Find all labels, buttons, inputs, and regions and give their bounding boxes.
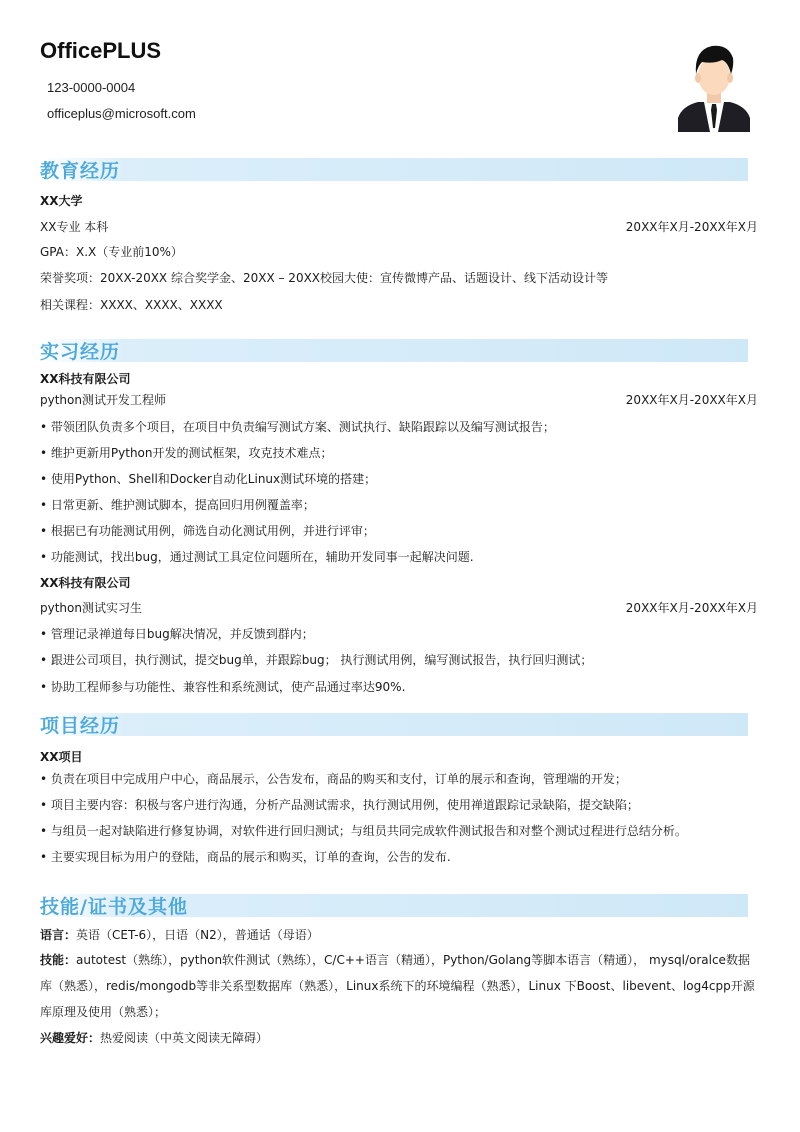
project-bullet: • 与组员一起对缺陷进行修复协调，对软件进行回归测试；与组员共同完成软件测试报告和对整个测试过程进行总结分析。 (40, 823, 687, 839)
job-bullet: • 协助工程师参与功能性、兼容性和系统测试，使产品通过率达90%. (40, 679, 405, 695)
language-label: 语言： (40, 928, 77, 942)
skills-title: 技能/证书及其他 (40, 896, 188, 918)
skills-section-header (40, 894, 748, 917)
project-bullet: • 项目主要内容：积极与客户进行沟通，分析产品测试需求，执行测试用例，使用禅道跟踪记录缺陷，提交缺陷； (40, 797, 639, 813)
job-bullet: • 使用Python、Shell和Docker自动化Linux测试环境的搭建； (40, 471, 376, 487)
candidate-name: OfficePLUS (40, 38, 162, 63)
project-bullet: • 负责在项目中完成用户中心，商品展示，公告发布，商品的购买和支付，订单的展示和查询，管理端的开发； (40, 771, 627, 787)
language-row (40, 927, 319, 943)
job-role: python测试开发工程师 (40, 393, 166, 407)
hobby-row (40, 1030, 268, 1046)
internship-title: 实习经历 (40, 341, 121, 363)
job-company: XX科技有限公司 (40, 372, 131, 386)
major-degree: XX专业 本科 (40, 220, 109, 234)
gpa: GPA：X.X（专业前10%） (40, 245, 183, 259)
job-bullet: • 日常更新、维护测试脚本，提高回归用例覆盖率； (40, 497, 315, 513)
job-bullet: • 跟进公司项目，执行测试，提交bug单，并跟踪bug； 执行测试用例，编写测试报告，执行回归测试； (40, 652, 592, 668)
courses: 相关课程：XXXX、XXXX、XXXX (40, 298, 223, 312)
education-title: 教育经历 (40, 160, 121, 182)
education-section-header (40, 158, 748, 181)
project-bullet: • 主要实现目标为用户的登陆，商品的展示和购买，订单的查询，公告的发布. (40, 849, 451, 865)
job-role: python测试实习生 (40, 601, 142, 615)
tech-label: 技能： (40, 953, 77, 967)
tech-value: autotest（熟练），python软件测试（熟练），C/C++语言（精通），Python/Golang等脚本语言（精通）， mysql/oralce数据库（熟悉），redis/mongodb等非关系型数据库（熟悉），Linux系统下的环境编程（熟悉），Linux 下Boost、libevent、log4cpp开源库原理及使用（熟悉）； (40, 953, 755, 1019)
job-date: 20XX年X月-20XX年X月 (625, 601, 758, 615)
job-bullet: • 管理记录禅道每日bug解决情况，并反馈到群内； (40, 626, 314, 642)
internship-section-header (40, 339, 748, 362)
project-section-header (40, 713, 748, 736)
job-bullet: • 根据已有功能测试用例，筛选自动化测试用例，并进行评审； (40, 523, 375, 539)
phone-number: 123-0000-0004 (47, 80, 136, 95)
hobby-label: 兴趣爱好： (40, 1031, 101, 1045)
honors: 荣誉奖项：20XX-20XX 综合奖学金、20XX – 20XX校园大使：宣传微博产品、话题设计、线下活动设计等 (40, 271, 609, 285)
avatar-icon (678, 40, 750, 132)
education-date: 20XX年X月-20XX年X月 (625, 220, 758, 234)
hobby-value: 热爱阅读（中英文阅读无障碍） (100, 1031, 269, 1045)
job-bullet: • 功能测试，找出bug，通过测试工具定位问题所在，辅助开发同事一起解决问题. (40, 549, 474, 565)
tech-skills (40, 947, 760, 1025)
job-date: 20XX年X月-20XX年X月 (625, 393, 758, 407)
email-address: officeplus@microsoft.com (47, 106, 196, 121)
job-bullet: • 带领团队负责多个项目，在项目中负责编写测试方案、测试执行、缺陷跟踪以及编写测试报告； (40, 419, 555, 435)
school-name: XX大学 (40, 194, 83, 208)
project-title: 项目经历 (40, 715, 121, 737)
language-value: 英语（CET-6），日语（N2），普通话（母语） (76, 928, 319, 942)
job-bullet: • 维护更新用Python开发的测试框架，攻克技术难点； (40, 445, 333, 461)
job-company: XX科技有限公司 (40, 576, 131, 590)
project-name: XX项目 (40, 750, 83, 764)
